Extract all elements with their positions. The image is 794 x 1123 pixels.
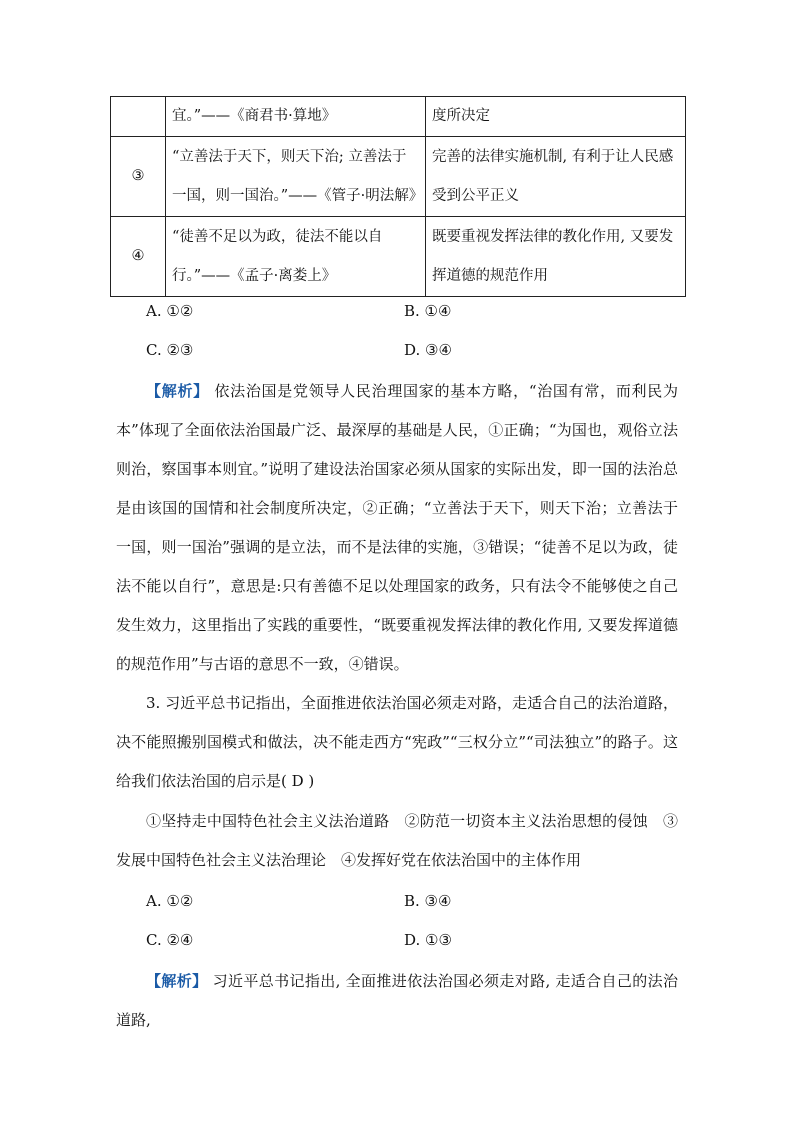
table-row bbox=[111, 137, 686, 217]
q2-option-c[interactable]: C. ②③ bbox=[146, 341, 194, 359]
view-cell: 既要重视发挥法律的教化作用, 又要发挥道德的规范作用 bbox=[426, 217, 686, 297]
analysis-tag: 【解析】 bbox=[146, 382, 209, 400]
q2-option-a[interactable]: A. ①② bbox=[146, 302, 194, 320]
q3-analysis bbox=[116, 962, 678, 1040]
q2-option-b[interactable]: B. ①④ bbox=[404, 302, 452, 320]
analysis-text: 习近平总书记指出, 全面推进依法治国必须走对路, 走适合自己的法治道路, bbox=[116, 972, 678, 1029]
quote-cell: “徒善不足以为政，徒法不能以自行。”——《孟子·离娄上》 bbox=[166, 217, 426, 297]
q2-analysis bbox=[116, 372, 678, 684]
q2-option-d[interactable]: D. ③④ bbox=[404, 341, 452, 359]
analysis-text: 依法治国是党领导人民治理国家的基本方略，“治国有常，而利民为本”体现了全面依法治国最广泛、最深厚的基础是人民，①正确；“为国也，观俗立法则治，察国事本则宜。”说明了建设法治国家必须从国家的实际出发，即一国的法治总是由该国的国情和社会制度所决定，②正确；“立善法于天下，则天下治；立善法于一国，则一国治”强调的是立法，而不是法律的实施，③错误；“徒善不足以为政，徒法不能以自行”，意思是:只有善德不足以处理国家的政务，只有法令不能够使之自己发生效力，这里指出了实践的重要性，“既要重视发挥法律的教化作用, 又要发挥道德的规范作用”与古语的意思不一致，④错误。 bbox=[116, 382, 678, 673]
quote-cell: 宜。”——《商君书·算地》 bbox=[166, 97, 426, 137]
question-3-statements: ①坚持走中国特色社会主义法治道路 ②防范一切资本主义法治思想的侵蚀 ③发展中国特色社会主义法治理论 ④发挥好党在依法治国中的主体作用 bbox=[116, 812, 678, 869]
quote-table bbox=[110, 96, 686, 297]
analysis-tag: 【解析】 bbox=[146, 972, 208, 990]
row-number: ③ bbox=[111, 137, 166, 217]
table-row bbox=[111, 97, 686, 137]
row-number bbox=[111, 97, 166, 137]
q3-option-b[interactable]: B. ③④ bbox=[404, 892, 452, 910]
question-3-stem: 3. 习近平总书记指出，全面推进依法治国必须走对路，走适合自己的法治道路，决不能照搬别国模式和做法，决不能走西方“宪政”“三权分立”“司法独立”的路子。这给我们依法治国的启示是( D ) bbox=[116, 694, 678, 790]
table-row bbox=[111, 217, 686, 297]
view-cell: 度所决定 bbox=[426, 97, 686, 137]
quote-cell: “立善法于天下，则天下治; 立善法于一国，则一国治。”——《管子·明法解》 bbox=[166, 137, 426, 217]
view-cell: 完善的法律实施机制, 有利于让人民感受到公平正义 bbox=[426, 137, 686, 217]
q3-option-c[interactable]: C. ②④ bbox=[146, 931, 194, 949]
q3-option-a[interactable]: A. ①② bbox=[146, 892, 194, 910]
q3-option-d[interactable]: D. ①③ bbox=[404, 931, 452, 949]
row-number: ④ bbox=[111, 217, 166, 297]
